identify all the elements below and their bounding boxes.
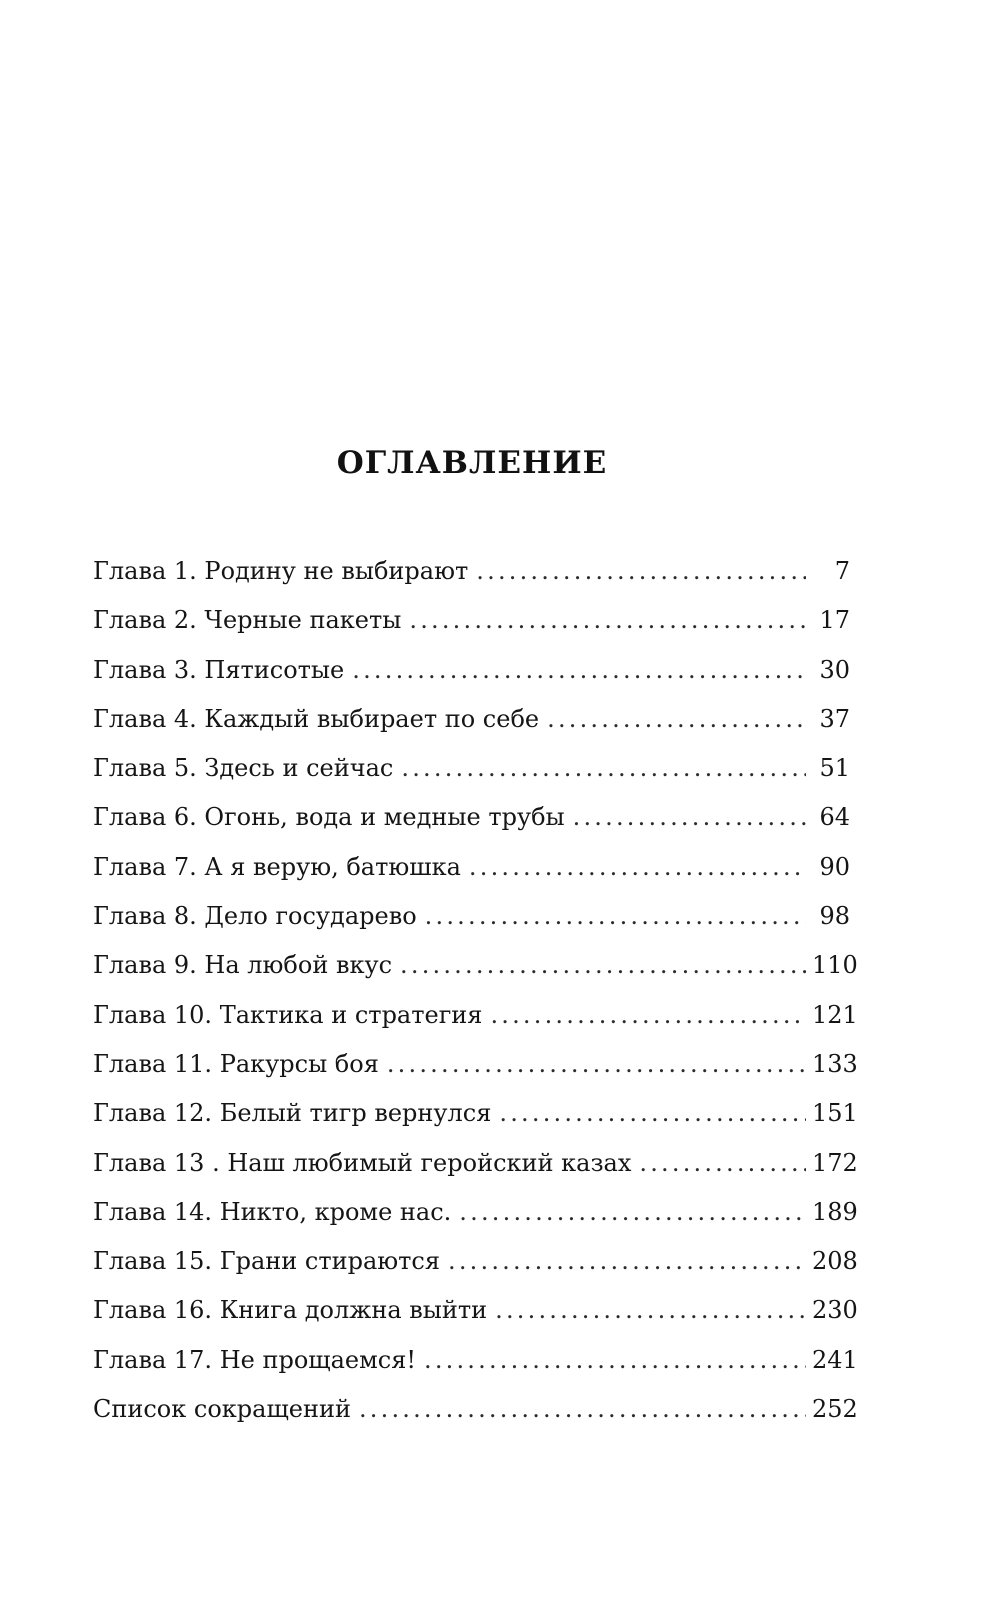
dot-leader	[476, 553, 806, 589]
toc-entry-page: 17	[819, 606, 850, 635]
toc-entry	[93, 997, 858, 1046]
toc-title: ОГЛАВЛЕНИЕ	[336, 445, 608, 481]
dot-leader	[352, 652, 806, 688]
dot-leader	[490, 997, 806, 1033]
toc-entry	[93, 849, 850, 898]
toc-entry-page: 252	[812, 1395, 858, 1424]
toc-entry	[93, 1243, 858, 1292]
toc-entry	[93, 1342, 858, 1391]
dot-leader	[400, 947, 806, 983]
toc-entry	[93, 553, 850, 602]
toc-entry-title: Список сокращений	[93, 1395, 351, 1424]
toc-entry-title: Глава 6. Огонь, вода и медные трубы	[93, 803, 565, 832]
toc-entry-page: 90	[819, 852, 850, 881]
toc-entry-page: 189	[812, 1197, 858, 1226]
toc-entry	[93, 1046, 858, 1095]
toc-entry-page: 7	[834, 557, 850, 585]
toc-entry-page: 30	[819, 655, 850, 684]
toc-entry-page: 208	[812, 1247, 858, 1276]
toc-entry-page: 230	[812, 1296, 858, 1325]
dot-leader	[459, 1194, 806, 1230]
toc-entry	[93, 652, 850, 701]
dot-leader	[425, 898, 806, 934]
toc-entry-title: Глава 4. Каждый выбирает по себе	[93, 704, 540, 733]
dot-leader	[387, 1046, 806, 1082]
toc-entry-page: 51	[819, 754, 850, 783]
toc-entry	[93, 1145, 858, 1194]
toc-entry	[93, 1391, 858, 1440]
dot-leader	[547, 701, 806, 737]
toc-entry-title: Глава 12. Белый тигр вернулся	[93, 1099, 492, 1128]
toc-entry-title: Глава 14. Никто, кроме нас.	[93, 1197, 452, 1226]
toc-entry-page: 121	[812, 1000, 858, 1029]
toc-entry	[93, 898, 850, 947]
toc-entry-page: 37	[819, 704, 850, 733]
toc-entry	[93, 1194, 858, 1243]
toc-entry-title: Глава 16. Книга должна выйти	[93, 1296, 488, 1325]
toc-entry-title: Глава 10. Тактика и стратегия	[93, 1000, 483, 1029]
dot-leader	[359, 1391, 806, 1427]
toc-entry	[93, 947, 858, 996]
toc-entry	[93, 602, 850, 651]
toc-entry	[93, 1095, 858, 1144]
toc-entry-title: Глава 15. Грани стираются	[93, 1247, 441, 1276]
dot-leader	[448, 1243, 806, 1279]
toc-entry-page: 241	[812, 1345, 858, 1374]
toc-entry-title: Глава 17. Не прощаемся!	[93, 1345, 416, 1374]
toc-entry-page: 133	[812, 1049, 858, 1078]
toc-entry-page: 151	[812, 1099, 858, 1128]
toc-entry-title: Глава 5. Здесь и сейчас	[93, 754, 394, 783]
toc-entry-title: Глава 1. Родину не выбирают	[93, 557, 469, 585]
toc-entry-title: Глава 8. Дело государево	[93, 902, 417, 931]
dot-leader	[499, 1095, 806, 1131]
toc-entry	[93, 750, 850, 799]
toc-list	[93, 553, 858, 1440]
toc-entry-title: Глава 3. Пятисотые	[93, 655, 345, 684]
toc-entry-title: Глава 11. Ракурсы боя	[93, 1049, 379, 1078]
toc-entry-title: Глава 7. А я верую, батюшка	[93, 852, 461, 881]
toc-entry	[93, 799, 850, 848]
toc-entry-page: 172	[812, 1148, 858, 1177]
toc-entry	[93, 701, 850, 750]
toc-entry-title: Глава 9. На любой вкус	[93, 951, 393, 980]
dot-leader	[424, 1342, 806, 1378]
dot-leader	[401, 750, 806, 786]
toc-entry	[93, 1292, 858, 1341]
toc-entry-title: Глава 13 . Наш любимый геройский казах	[93, 1148, 632, 1177]
dot-leader	[495, 1292, 806, 1328]
dot-leader	[469, 849, 806, 885]
toc-entry-page: 64	[819, 803, 850, 832]
toc-entry-page: 98	[819, 902, 850, 931]
toc-entry-title: Глава 2. Черные пакеты	[93, 606, 402, 635]
dot-leader	[573, 799, 806, 835]
dot-leader	[639, 1145, 806, 1181]
dot-leader	[409, 602, 806, 638]
toc-entry-page: 110	[812, 951, 858, 980]
